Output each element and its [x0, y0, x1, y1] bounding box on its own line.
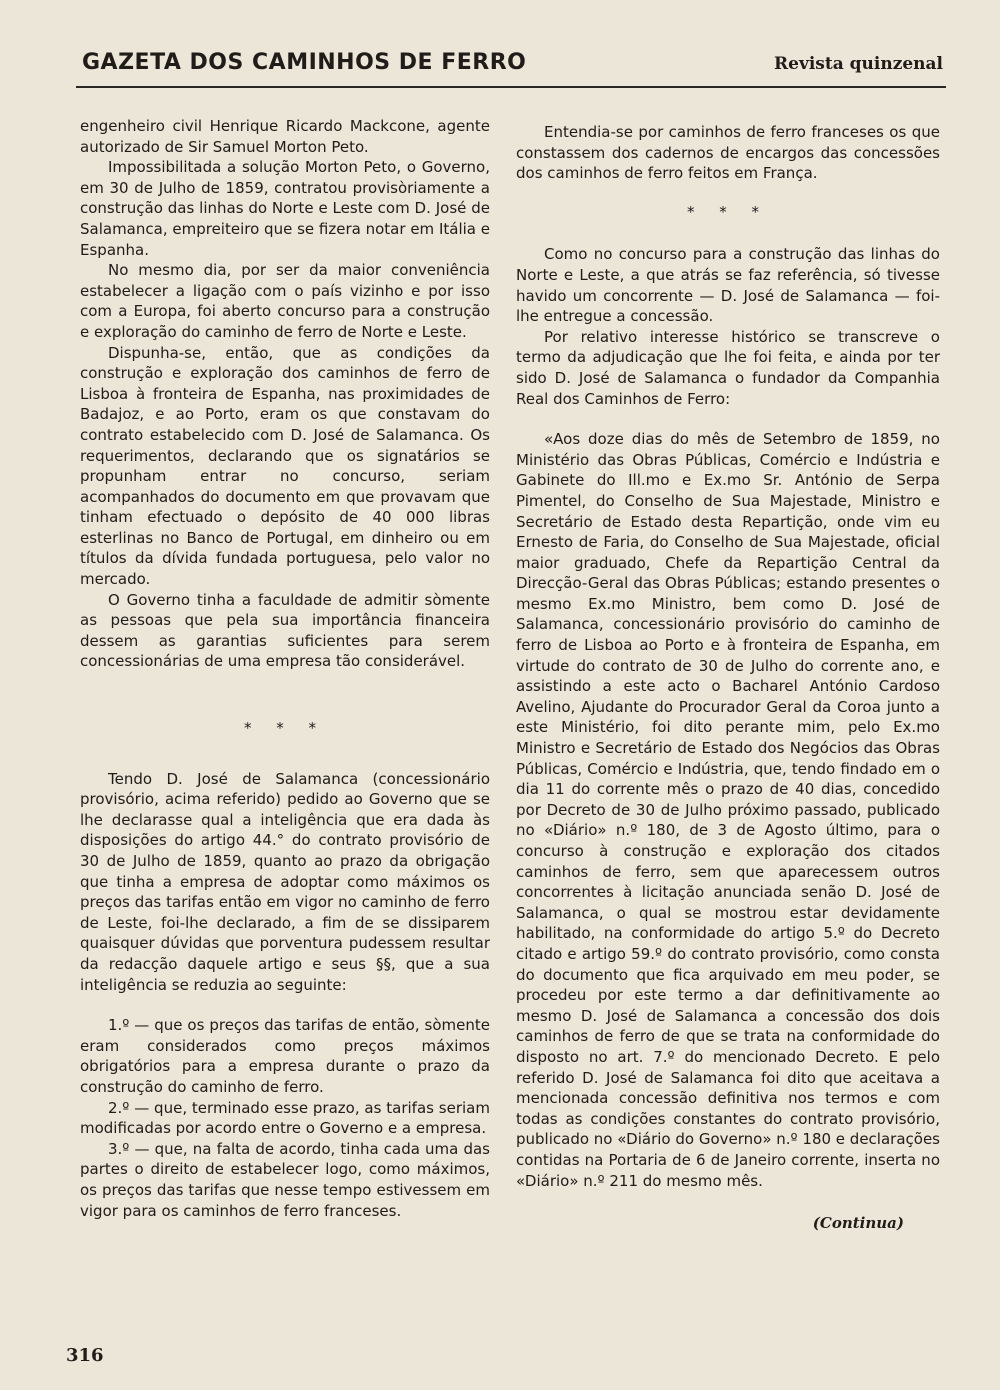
- journal-title: GAZETA DOS CAMINHOS DE FERRO: [82, 50, 527, 75]
- paragraph: No mesmo dia, por ser da maior conveniência estabelecer a ligação com o país vizinho e por isso com a Europa, foi aberto concurso para a construção e exploração do caminho de ferro de Norte e Leste.: [80, 261, 490, 341]
- list-item: 1.º — que os preços das tarifas de então, sòmente eram considerados como preços máximos obrigatórios para a empresa durante o prazo da construção do caminho de ferro.: [80, 1016, 490, 1096]
- paragraph: Dispunha-se, então, que as condições da construção e exploração dos caminhos de ferro de Lisboa à fronteira de Espanha, nas proximidades de Badajoz, e ao Porto, eram os que constavam do contrato estabelecido com D. José de Salamanca. Os requerimentos, declarando que os signatários se propunham entrar no concurso, seriam acompanhados do documento em que provavam que tinham efectuado o depósito de 40 000 libras esterlinas no Banco de Portugal, em dinheiro ou em títulos da dívida fundada portuguesa, pelo valor no mercado.: [80, 343, 490, 589]
- paragraph: Entendia-se por caminhos de ferro franceses os que constassem dos cadernos de encargos das concessões dos caminhos de ferro feitos em França.: [516, 123, 940, 183]
- continued-note: (Continua): [812, 1214, 904, 1233]
- left-column: [80, 116, 490, 1221]
- paragraph: Tendo D. José de Salamanca (concessionário provisório, acima referido) pedido ao Governo que se lhe declarasse qual a inteligência que era dada às disposições do artigo 44.° do contrato provisório de 30 de Julho de 1859, quanto ao prazo da obrigação que tinha a empresa de adoptar como máximos os preços das tarifas então em vigor no caminho de ferro de Leste, foi-lhe declarado, a fim de se dissiparem quaisquer dúvidas que porventura pudessem resultar da redacção daquele artigo e seus §§, que a sua inteligência se reduzia ao seguinte:: [80, 769, 490, 994]
- paragraph: engenheiro civil Henrique Ricardo Mackcone, agente autorizado de Sir Samuel Morton Peto.: [80, 117, 490, 156]
- header-rule: [76, 86, 946, 88]
- list-item: 3.º — que, na falta de acordo, tinha cada uma das partes o direito de estabelecer logo, como máximos, os preços das tarifas que nesse tempo estivessem em vigor para os caminhos de ferro franceses.: [80, 1139, 490, 1220]
- section-separator: * * *: [686, 202, 770, 221]
- paragraph: Impossibilitada a solução Morton Peto, o Governo, em 30 de Julho de 1859, contratou provisòriamente a construção das linhas do Norte e Leste com D. José de Salamanca, empreiteiro que se fizera notar em Itália e Espanha.: [80, 158, 490, 259]
- right-column: [516, 122, 940, 1234]
- paragraph: O Governo tinha a faculdade de admitir sòmente as pessoas que pela sua importância financeira dessem as garantias suficientes para serem concessionárias de uma empresa tão considerável.: [80, 590, 490, 671]
- paragraph: Por relativo interesse histórico se transcreve o termo da adjudicação que lhe foi feita, e ainda por ter sido D. José de Salamanca o fundador da Companhia Real dos Caminhos de Ferro:: [516, 327, 940, 408]
- section-separator: * * *: [243, 719, 327, 738]
- quoted-document: «Aos doze dias do mês de Setembro de 1859, no Ministério das Obras Públicas, Comércio e Indústria e Gabinete do Ill.mo e Ex.mo Sr. António de Serpa Pimentel, do Conselho de Sua Majestade, Ministro e Secretário de Estado desta Repartição, onde vim eu Ernesto de Faria, do Conselho de Sua Majestade, oficial maior graduado, Chefe da Repartição Central da Direcção-Geral das Obras Públicas; estando presentes o mesmo Ex.mo Ministro, bem como D. José de Salamanca, concessionário provisório do caminho de ferro de Lisboa ao Porto e à fronteira de Espanha, em virtude do contrato de 30 de Julho do corrente ano, e assistindo a este acto o Bacharel António Cardoso Avelino, Ajudante do Procurador Geral da Coroa junto a este Ministério, foi dito perante mim, pelo Ex.mo Ministro e Secretário de Estado dos Negócios das Obras Públicas, Comércio e Indústria, que, tendo findado em o dia 11 do corrente mês o prazo de 40 dias, concedido por Decreto de 30 de Julho próximo passado, publicado no «Diário» n.º 180, de 3 de Agosto último, para o concurso à construção e exploração dos citados caminhos de ferro, sem que aparecessem outros concorrentes à licitação anunciada senão D. José de Salamanca, o qual se mostrou estar devidamente habilitado, na conformidade do artigo 5.º do Decreto citado e artigo 59.º do contrato provisório, como consta do documento que fica arquivado em meu poder, se procedeu por este termo a dar definitivamente ao mesmo D. José de Salamanca a concessão dos dois caminhos de ferro de que se trata na conformidade do disposto no art. 7.º do mencionado Decreto. E pelo referido D. José de Salamanca foi dito que aceitava a mencionada concessão definitiva nos termos e com todas as condições constantes do contrato provisório, publicado no «Diário do Governo» n.º 180 e declarações contidas na Portaria de 6 de Janeiro corrente, inserta no «Diário» n.º 211 do mesmo mês.: [516, 430, 940, 1190]
- paragraph: Como no concurso para a construção das linhas do Norte e Leste, a que atrás se faz referência, só tivesse havido um concorrente — D. José de Salamanca — foi-lhe entregue a concessão.: [516, 245, 940, 326]
- journal-subtitle: Revista quinzenal: [774, 54, 944, 74]
- list-item: 2.º — que, terminado esse prazo, as tarifas seriam modificadas por acordo entre o Governo e a empresa.: [80, 1098, 490, 1138]
- page-number: 316: [66, 1345, 104, 1366]
